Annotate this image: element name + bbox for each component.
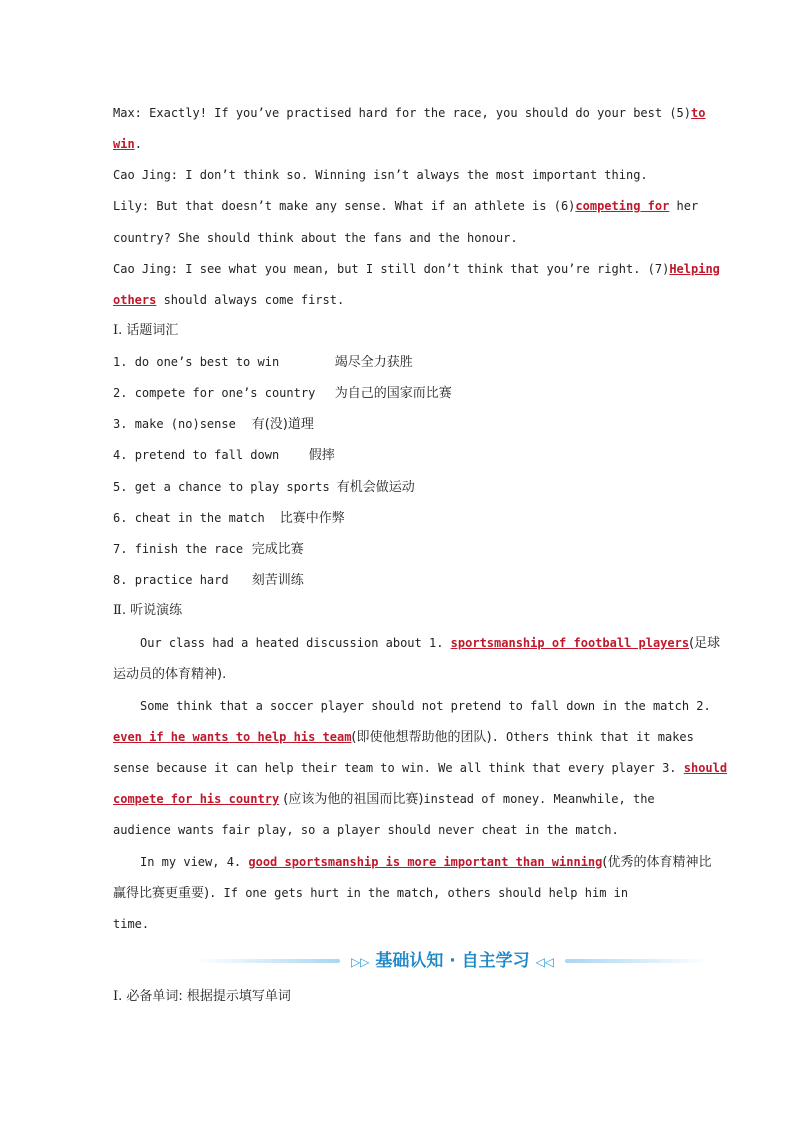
section-banner	[195, 950, 710, 972]
paragraph-2-line2: even if he wants to help his team(即使他想帮助他的团队). Others think that it makes	[113, 730, 694, 745]
dialogue-cao-jing-2-cont: others should always come first.	[113, 293, 345, 307]
dialogue-max: Max: Exactly! If you’ve practised hard for the race, you should do your best (5)to	[113, 106, 706, 120]
paragraph-1-cont: 运动员的体育精神).	[113, 667, 227, 682]
paragraph-2-line3: sense because it can help their team to win. We all think that every player 3. should	[113, 761, 728, 775]
answer-5b: win	[113, 137, 135, 151]
paragraph-3-line3: time.	[113, 917, 150, 931]
paragraph-3-line2: 赢得比赛更重要). If one gets hurt in the match, others should help him in	[113, 886, 629, 901]
dialogue-cao-jing-1: Cao Jing: I don’t think so. Winning isn’t always the most important thing.	[113, 168, 648, 182]
vocab-item: 6. cheat in the match 比赛中作弊	[113, 511, 345, 526]
section-title-listening-speaking: Ⅱ. 听说演练	[113, 603, 183, 618]
answer-5a: to	[691, 106, 706, 120]
answer-6: competing for	[575, 199, 670, 213]
vocab-item: 3. make (no)sense 有(没)道理	[113, 417, 314, 432]
dialogue-cao-jing-2: Cao Jing: I see what you mean, but I still don’t think that you’re right. (7)Helping	[113, 262, 720, 276]
paragraph-3: In my view, 4. good sportsmanship is more important than winning(优秀的体育精神比	[140, 855, 712, 870]
section-title-essential-words: Ⅰ. 必备单词: 根据提示填写单词	[113, 989, 291, 1004]
answer-3a: should	[683, 761, 728, 775]
vocab-item: 7. finish the race 完成比赛	[113, 542, 304, 557]
vocab-item: 4. pretend to fall down 假摔	[113, 448, 335, 463]
answer-4: good sportsmanship is more important than winning	[248, 855, 603, 869]
paragraph-2: Some think that a soccer player should not pretend to fall down in the match 2.	[140, 699, 711, 713]
paragraph-2-line4: compete for his country (应该为他的祖国而比赛)instead of money. Meanwhile, the	[113, 792, 655, 807]
double-arrow-right-icon: ▷▷	[350, 955, 370, 969]
dialogue-lily: Lily: But that doesn’t make any sense. What if an athlete is (6)competing for her	[113, 199, 699, 213]
banner-right-rule	[565, 959, 710, 963]
answer-7a: Helping	[669, 262, 720, 276]
vocab-item: 5. get a chance to play sports 有机会做运动	[113, 480, 415, 495]
banner-left-rule	[195, 959, 340, 963]
answer-3b: compete for his country	[113, 792, 280, 806]
banner-title: ▷▷ 基础认知 · 自主学习 ◁◁	[350, 951, 555, 971]
vocab-item: 1. do one’s best to win 竭尽全力获胜	[113, 355, 413, 370]
paragraph-1: Our class had a heated discussion about 1. sportsmanship of football players(足球	[140, 636, 721, 651]
dialogue-lily-cont: country? She should think about the fans and the honour.	[113, 231, 518, 245]
dialogue-max-cont: win.	[113, 137, 142, 151]
paragraph-2-line5: audience wants fair play, so a player should never cheat in the match.	[113, 823, 619, 837]
answer-7b: others	[113, 293, 157, 307]
vocab-item: 8. practice hard 刻苦训练	[113, 573, 304, 588]
answer-2: even if he wants to help his team	[113, 730, 352, 744]
double-arrow-left-icon: ◁◁	[535, 955, 555, 969]
vocab-item: 2. compete for one’s country 为自己的国家而比赛	[113, 386, 452, 401]
section-title-topic-vocab: Ⅰ. 话题词汇	[113, 323, 179, 338]
answer-1: sportsmanship of football players	[450, 636, 690, 650]
